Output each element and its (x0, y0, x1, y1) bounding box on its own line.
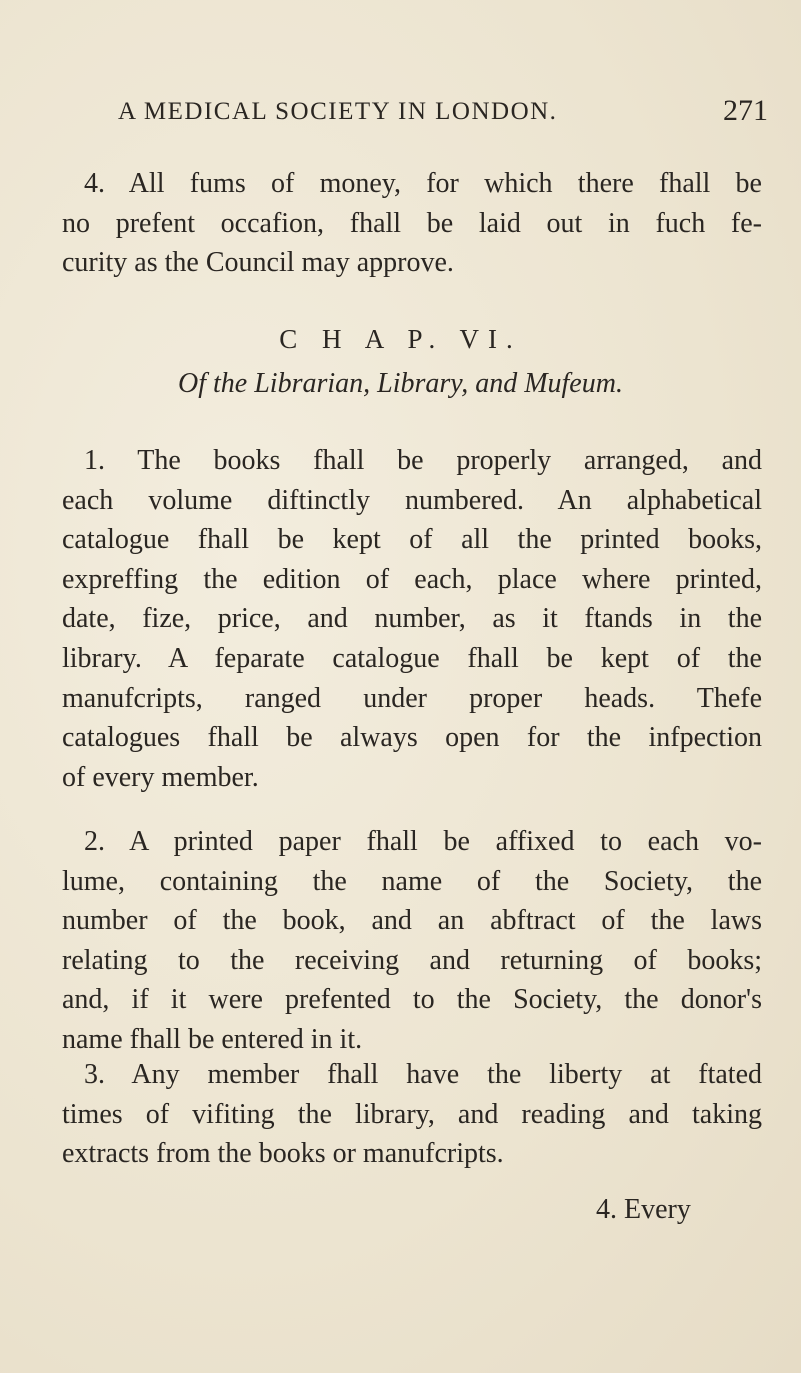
text-line: times of vifiting the library, and reading and taking (62, 1098, 762, 1130)
text-line: catalogue fhall be kept of all the printed books, (62, 524, 762, 556)
text-line: library. A feparate catalogue fhall be kept of the (62, 642, 762, 674)
text-line: 2. A printed paper fhall be affixed to each vo- (84, 826, 762, 857)
text-line: lume, containing the name of the Society, the (62, 865, 762, 897)
text-line: each volume diftinctly numbered. An alphabetical (62, 484, 762, 516)
paragraph-2 (62, 822, 762, 1060)
text-line: expreffing the edition of each, place where printed, (62, 563, 762, 595)
text-line: curity as the Council may approve. (62, 247, 454, 279)
text-line: and, if it were prefented to the Society, the donor's (62, 984, 762, 1016)
text-line: no prefent occafion, fhall be laid out in fuch fe- (62, 207, 762, 239)
text-line: 3. Any member fhall have the liberty at ftated (84, 1059, 762, 1090)
text-line: name fhall be entered in it. (62, 1023, 363, 1055)
text-line: relating to the receiving and returning of books; (62, 944, 762, 976)
text-line: date, fize, price, and number, as it ftands in the (62, 603, 762, 635)
text-line: number of the book, and an abftract of the laws (62, 905, 762, 937)
text-line: manufcripts, ranged under proper heads. Thefe (62, 682, 762, 714)
text-line: 1. The books fhall be properly arranged, and (84, 445, 762, 476)
page-number: 271 (723, 94, 768, 127)
text-line: extracts from the books or manufcripts. (62, 1138, 504, 1170)
text-line: catalogues fhall be always open for the infpection (62, 722, 762, 754)
paragraph-4-previous-chapter (62, 164, 762, 283)
catchword: 4. Every (596, 1194, 691, 1225)
running-title: A MEDICAL SOCIETY IN LONDON. (118, 98, 558, 125)
running-head (118, 94, 768, 138)
text-line: 4. All fums of money, for which there fhall be (84, 168, 762, 199)
text-line: of every member. (62, 761, 259, 793)
chapter-subtitle: Of the Librarian, Library, and Mufeum. (178, 368, 623, 399)
paragraph-3 (62, 1055, 762, 1174)
paragraph-1 (62, 441, 762, 797)
chapter-heading: C H A P. VI. (279, 324, 522, 354)
